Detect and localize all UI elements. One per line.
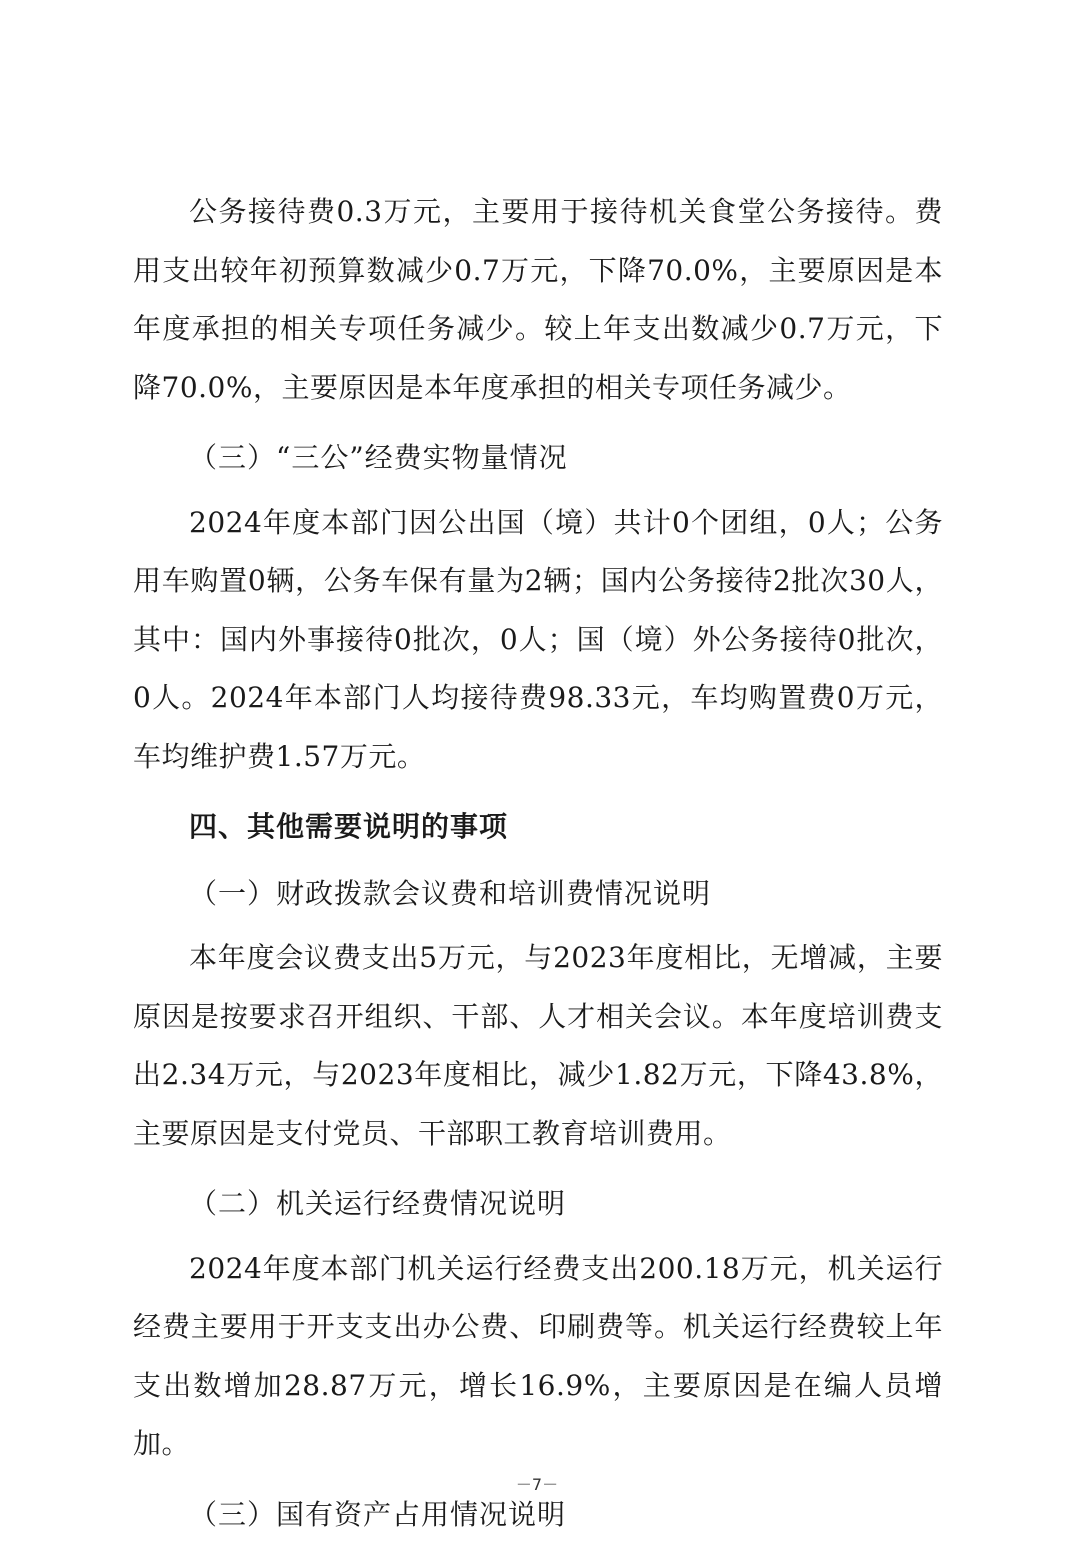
meeting-training-paragraph: 本年度会议费支出5万元，与2023年度相比，无增减，主要原因是按要求召开组织、干部、人才相关会议。本年度培训费支出2.34万元，与2023年度相比，减少1.82万元，下降43.8%，主要原因是支付党员、干部职工教育培训费用。 <box>133 941 943 1150</box>
operation-expense-paragraph: 2024年度本部门机关运行经费支出200.18万元，机关运行经费主要用于开支支出办公费、印刷费等。机关运行经费较上年支出数增加28.87万元，增长16.9%，主要原因是在编人员增加。 <box>133 1251 943 1460</box>
section-four-heading: 四、其他需要说明的事项 <box>189 810 509 843</box>
sangong-physical-paragraph: 2024年度本部门因公出国（境）共计0个团组，0人；公务用车购置0辆，公务车保有量为2辆；国内公务接待2批次30人，其中：国内外事接待0批次，0人；国（境）外公务接待0批次，0人。2024年本部门人均接待费98.33元，车均购置费0万元，车均维护费1.57万元。 <box>133 505 943 773</box>
sangong-physical-heading: （三）“三公”经费实物量情况 <box>189 441 568 474</box>
operation-expense-heading: （二）机关运行经费情况说明 <box>189 1187 567 1220</box>
page-number: －7－ <box>515 1475 559 1494</box>
state-assets-heading: （三）国有资产占用情况说明 <box>189 1497 567 1531</box>
document-body <box>133 183 943 1550</box>
meeting-training-heading: （一）财政拨款会议费和培训费情况说明 <box>189 876 712 910</box>
reception-expense-paragraph: 公务接待费0.3万元，主要用于接待机关食堂公务接待。费用支出较年初预算数减少0.7万元，下降70.0%，主要原因是本年度承担的相关专项任务减少。较上年支出数减少0.7万元，下降70.0%，主要原因是本年度承担的相关专项任务减少。 <box>133 195 943 404</box>
